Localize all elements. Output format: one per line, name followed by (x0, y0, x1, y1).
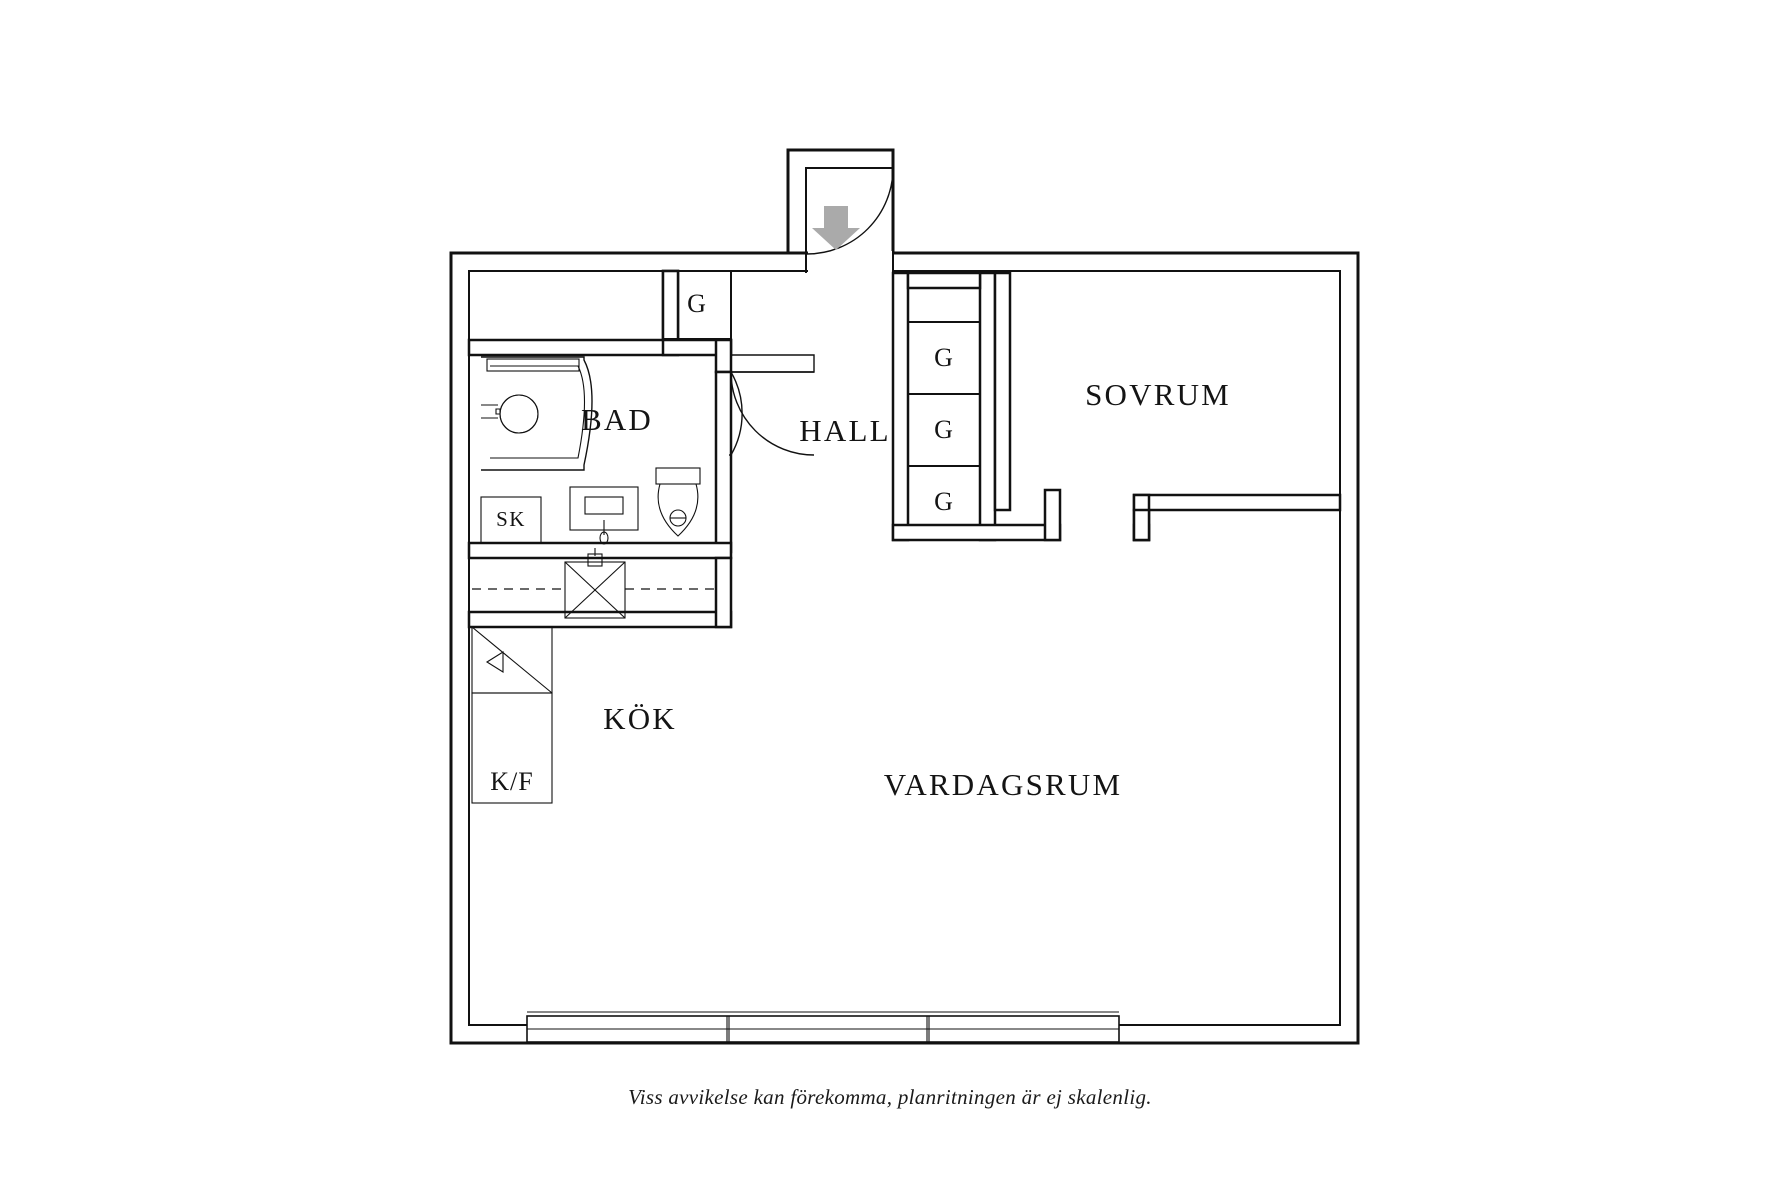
closet-label-top: G (687, 288, 707, 318)
room-label-vardagsrum: VARDAGSRUM (883, 767, 1123, 803)
room-label-kok: KÖK (603, 701, 677, 737)
plan-disclaimer-caption: Viss avvikelse kan förekomma, planritningen är ej skalenlig. (628, 1085, 1152, 1109)
closet-label-2: G (934, 414, 954, 444)
room-label-bad: BAD (580, 402, 654, 438)
bathtub-fixture (481, 357, 592, 470)
closet-label-3: G (934, 486, 954, 516)
stove-fixture (472, 627, 552, 693)
skafferi-label: SK (496, 506, 526, 531)
room-label-sovrum: SOVRUM (1085, 377, 1231, 413)
entrance-door (807, 168, 893, 254)
window-band-bottom (527, 1012, 1119, 1042)
fridge-freezer (472, 693, 552, 803)
skafferi-box (481, 497, 541, 543)
washbasin-fixture (570, 487, 638, 544)
entrance-arrow-icon (812, 206, 860, 250)
room-label-hall: HALL (799, 413, 891, 449)
fridge-label: K/F (490, 766, 534, 796)
toilet-fixture (656, 468, 700, 536)
closet-label-1: G (934, 342, 954, 372)
interior-walls (469, 271, 1340, 627)
